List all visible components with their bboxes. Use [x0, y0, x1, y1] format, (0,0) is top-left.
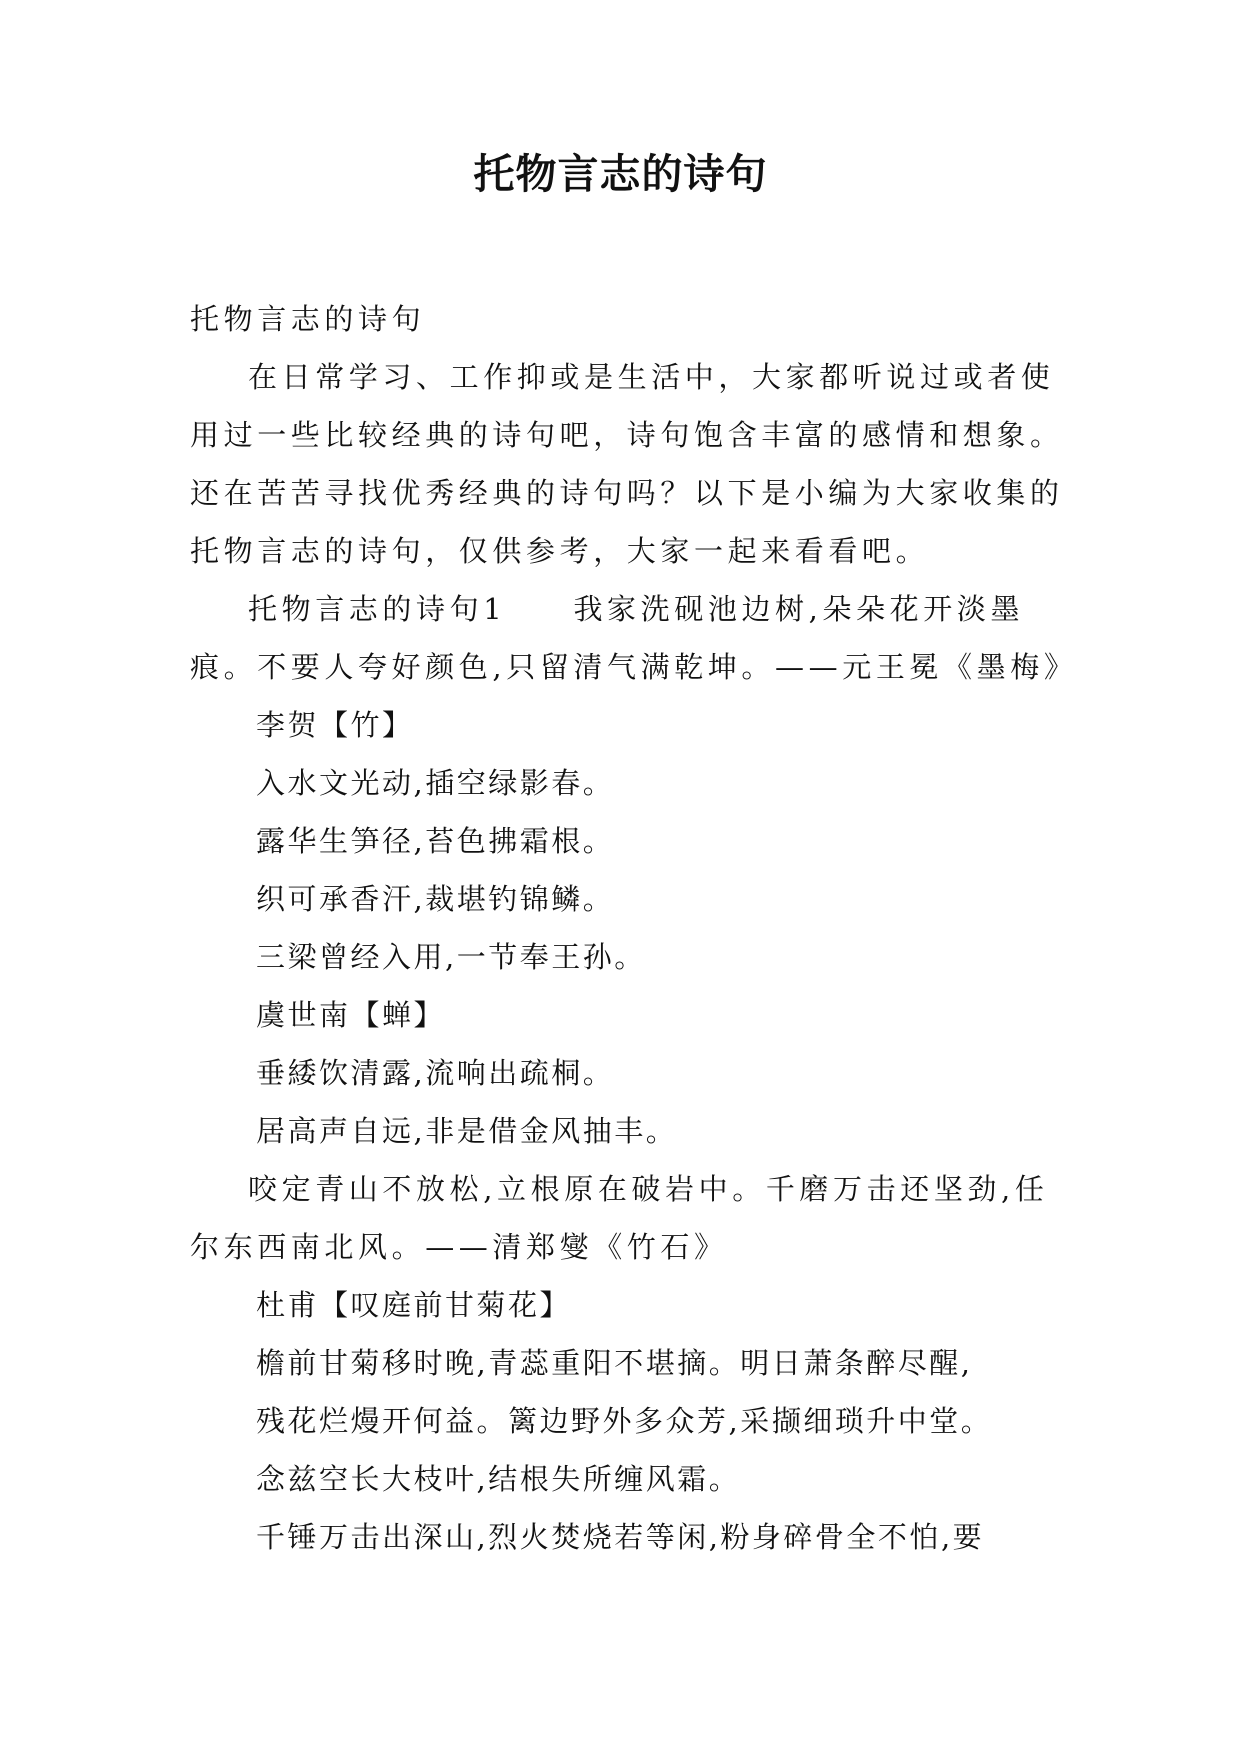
poem-line: 檐前甘菊移时晚,青蕊重阳不堪摘。明日萧条醉尽醒, [256, 1346, 973, 1380]
poem-line: 居高声自远,非是借金风抽丰。 [256, 1114, 678, 1148]
poem-line: 露华生笋径,苔色拂霜根。 [256, 824, 615, 858]
poem-heading: 杜甫【叹庭前甘菊花】 [256, 1288, 572, 1322]
poem-heading: 李贺【竹】 [256, 708, 414, 742]
page-title: 托物言志的诗句 [473, 150, 768, 198]
body-heading: 托物言志的诗句 [190, 302, 426, 336]
poem-section-1: 托物言志的诗句1 我家洗砚池边树,朵朵花开淡墨痕。不要人夸好颜色,只留清气满乾坤。——元王冕《墨梅》 [190, 592, 1078, 684]
poem-line: 残花烂熳开何益。篱边野外多众芳,采撷细琐升中堂。 [256, 1404, 993, 1438]
poem-line: 织可承香汗,裁堪钓锦鳞。 [256, 882, 615, 916]
poem-line: 三梁曾经入用,一节奉王孙。 [256, 940, 646, 974]
poem-line: 入水文光动,插空绿影春。 [256, 766, 615, 800]
poem-line: 念兹空长大枝叶,结根失所缠风霜。 [256, 1462, 741, 1496]
intro-paragraph: 在日常学习、工作抑或是生活中，大家都听说过或者使用过一些比较经典的诗句吧，诗句饱含丰富的感情和想象。还在苦苦寻找优秀经典的诗句吗？以下是小编为大家收集的托物言志的诗句，仅供参考，大家一起来看看吧。 [190, 360, 1064, 568]
poem-line: 垂緌饮清露,流响出疏桐。 [256, 1056, 615, 1090]
poem-heading: 虞世南【蝉】 [256, 998, 446, 1032]
poem-line: 千锤万击出深山,烈火焚烧若等闲,粉身碎骨全不怕,要 [256, 1520, 985, 1554]
poem-paragraph: 咬定青山不放松,立根原在破岩中。千磨万击还坚劲,任尔东西南北风。——清郑燮《竹石》 [190, 1172, 1049, 1264]
document-body [190, 290, 1078, 1566]
